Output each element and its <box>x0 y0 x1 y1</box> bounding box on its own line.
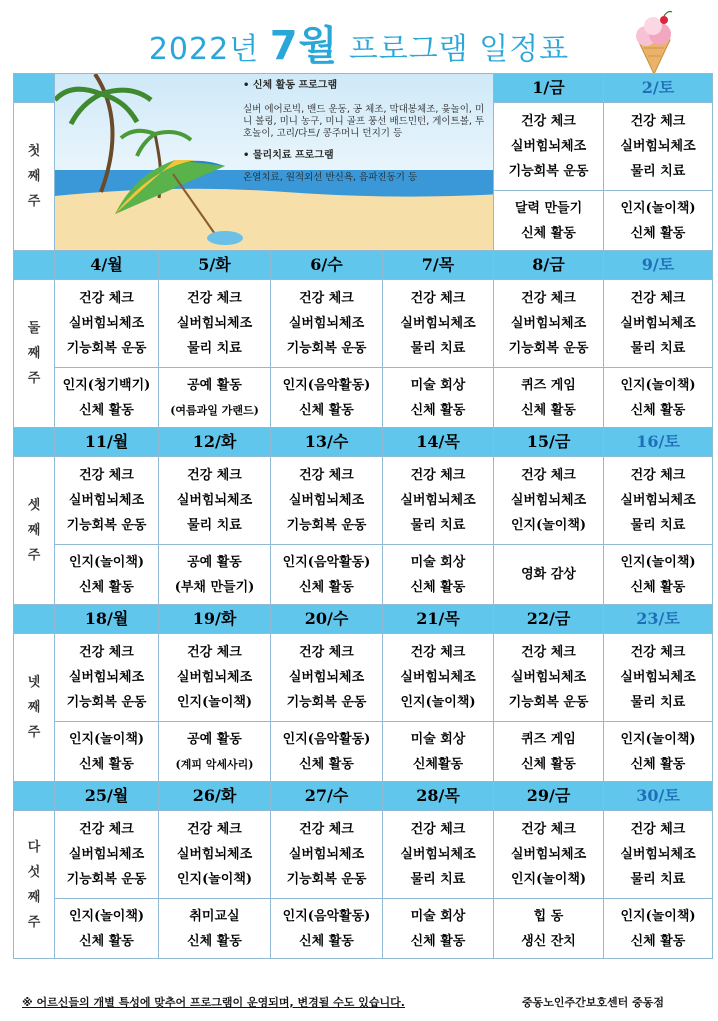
date-header-cell: 26/화 <box>159 782 271 811</box>
date-header-cell: 22/금 <box>494 605 604 634</box>
activity-line: 실버힘뇌체조 <box>288 316 365 331</box>
week-label: 둘째주 <box>27 321 41 386</box>
ice-cream-icon <box>624 10 684 76</box>
activity-cell <box>494 368 604 428</box>
activity-cell <box>383 811 494 899</box>
footer-note: ※ 어르신들의 개별 특성에 맞추어 프로그램이 운영되며, 변경될 수도 있습니다. <box>22 996 405 1009</box>
activity-line: 실버힘뇌체조 <box>620 139 696 154</box>
activity-line: 실버힘뇌체조 <box>510 493 587 508</box>
date-header-cell: 23/토 <box>604 605 713 634</box>
activity-line: 건강 체크 <box>521 822 576 837</box>
week-label: 첫째주 <box>27 144 41 209</box>
activity-row-bottom <box>14 899 713 959</box>
activity-cell <box>159 545 271 605</box>
activity-line: 건강 체크 <box>630 468 686 483</box>
activity-line: 퀴즈 게임 <box>521 731 576 747</box>
activity-line: 기능회복 운동 <box>66 341 147 356</box>
activity-cell <box>383 634 494 722</box>
activity-line: 물리 치료 <box>410 872 466 887</box>
activity-line: 신체 활동 <box>299 756 354 772</box>
date-header-cell: 28/목 <box>383 782 494 811</box>
activity-cell <box>604 811 713 899</box>
banner-heading-physio: • 물리치료 프로그램 <box>243 150 334 161</box>
activity-cell <box>55 280 159 368</box>
activity-line: 기능회복 운동 <box>508 164 589 179</box>
activity-line: 신체 활동 <box>187 933 242 949</box>
activity-line: (계피 악세사리) <box>175 757 254 771</box>
activity-line: 물리 치료 <box>630 164 686 179</box>
activity-line: 기능회복 운동 <box>66 518 147 533</box>
activity-row-top <box>14 457 713 545</box>
activity-line: 실버힘뇌체조 <box>288 847 365 862</box>
banner-heading-physical: • 신체 활동 프로그램 <box>243 80 338 91</box>
schedule-table <box>13 73 713 959</box>
activity-line: 건강 체크 <box>299 468 354 483</box>
activity-line: 인지(음악활동) <box>282 908 371 924</box>
activity-line: 물리 치료 <box>630 518 686 533</box>
activity-line: 신체 활동 <box>299 402 354 418</box>
activity-line: 실버힘뇌체조 <box>620 847 696 862</box>
week-label-cell <box>14 103 55 251</box>
activity-line: 실버힘뇌체조 <box>620 493 696 508</box>
activity-line: (여름과일 가랜드) <box>170 403 259 417</box>
date-header-cell: 5/화 <box>159 251 271 280</box>
week-label: 다섯째주 <box>27 839 41 930</box>
activity-line: 인지(청기백기) <box>62 377 151 393</box>
activity-line: 실버힘뇌체조 <box>176 316 253 331</box>
banner-body-physio: 온열치료, 원적외선 반신욕, 음파진동기 등 <box>243 172 418 183</box>
activity-cell <box>604 103 713 191</box>
activity-cell <box>271 811 383 899</box>
date-header-cell: 27/수 <box>271 782 383 811</box>
activity-line: 실버힘뇌체조 <box>510 847 587 862</box>
activity-line: 인지(놀이책) <box>68 731 145 747</box>
activity-line: 물리 치료 <box>630 341 686 356</box>
activity-line: 건강 체크 <box>630 114 686 129</box>
activity-line: 건강 체크 <box>521 645 576 660</box>
activity-line: 실버힘뇌체조 <box>400 670 476 685</box>
activity-line: 미술 회상 <box>410 554 466 570</box>
activity-line: 인지(음악활동) <box>282 377 371 393</box>
activity-line: 건강 체크 <box>521 291 576 306</box>
banner-body-physical: 실버 에어로빅, 밴드 운동, 공 체조, 막대봉체조, 윷놀이, 미니 볼링, 미니 농구, 미니 골프 풍선 배드민턴, 게이트볼, 투호놀이, 고리/다트/ 콩주머니 던지기 등 <box>243 104 485 139</box>
activity-line: 건강 체크 <box>79 645 134 660</box>
activity-line: 신체 활동 <box>410 933 466 949</box>
activity-cell <box>271 545 383 605</box>
activity-cell <box>55 634 159 722</box>
activity-cell <box>383 545 494 605</box>
activity-cell <box>271 368 383 428</box>
activity-cell <box>271 722 383 782</box>
activity-line: 실버힘뇌체조 <box>68 847 145 862</box>
activity-line: 건강 체크 <box>630 645 686 660</box>
activity-line: 취미교실 <box>189 908 240 924</box>
title-suffix: 프로그램 일정표 <box>338 32 570 67</box>
activity-cell <box>604 368 713 428</box>
activity-line: 인지(놀이책) <box>68 908 145 924</box>
activity-cell <box>494 280 604 368</box>
activity-line: 기능회복 운동 <box>286 695 367 710</box>
activity-cell <box>494 722 604 782</box>
header-blank-cell <box>14 251 55 280</box>
activity-line: 신체 활동 <box>521 756 576 772</box>
date-header-row <box>14 605 713 634</box>
activity-cell <box>494 191 604 251</box>
date-header-row <box>14 74 713 103</box>
activity-line: 건강 체크 <box>79 468 134 483</box>
activity-line: 실버힘뇌체조 <box>510 139 587 154</box>
activity-line: 건강 체크 <box>521 114 576 129</box>
activity-line: 물리 치료 <box>410 518 466 533</box>
activity-cell <box>55 457 159 545</box>
date-header-cell: 1/금 <box>494 74 604 103</box>
activity-row-bottom <box>14 368 713 428</box>
activity-line: 기능회복 운동 <box>66 695 147 710</box>
activity-line: 신체 활동 <box>630 402 686 418</box>
activity-line: 기능회복 운동 <box>286 518 367 533</box>
activity-line: 실버힘뇌체조 <box>288 493 365 508</box>
activity-line: 인지(놀이책) <box>620 377 696 393</box>
header-blank-cell <box>14 74 55 103</box>
week-label: 넷째주 <box>27 675 41 740</box>
activity-line: 달력 만들기 <box>514 200 583 216</box>
date-header-cell: 21/목 <box>383 605 494 634</box>
activity-cell <box>55 722 159 782</box>
activity-row-top <box>14 634 713 722</box>
activity-line: 기능회복 운동 <box>66 872 147 887</box>
page-title <box>0 14 718 71</box>
activity-cell <box>604 545 713 605</box>
activity-line: 신체활동 <box>412 756 464 772</box>
activity-cell <box>159 368 271 428</box>
activity-line: 실버힘뇌체조 <box>68 670 145 685</box>
activity-row-top <box>14 280 713 368</box>
activity-cell <box>271 280 383 368</box>
header-blank-cell <box>14 782 55 811</box>
date-header-cell: 25/월 <box>55 782 159 811</box>
activity-line: 신체 활동 <box>79 579 134 595</box>
activity-line: 실버힘뇌체조 <box>176 670 253 685</box>
activity-line: 신체 활동 <box>630 225 686 241</box>
activity-line: 실버힘뇌체조 <box>288 670 365 685</box>
activity-line: 신체 활동 <box>299 933 354 949</box>
activity-cell <box>159 280 271 368</box>
activity-line: 신체 활동 <box>630 756 686 772</box>
activity-cell <box>604 722 713 782</box>
date-header-cell: 2/토 <box>604 74 713 103</box>
activity-line: 건강 체크 <box>410 645 466 660</box>
activity-cell <box>55 545 159 605</box>
activity-cell <box>604 191 713 251</box>
activity-line: 인지(놀이책) <box>68 554 145 570</box>
activity-line: 미술 회상 <box>410 731 466 747</box>
activity-line: 신체 활동 <box>630 933 686 949</box>
activity-line: 신체 활동 <box>630 579 686 595</box>
activity-cell <box>159 722 271 782</box>
activity-line: 건강 체크 <box>410 291 466 306</box>
activity-row-bottom <box>14 545 713 605</box>
date-header-cell: 30/토 <box>604 782 713 811</box>
activity-line: 건강 체크 <box>521 468 576 483</box>
activity-line: 실버힘뇌체조 <box>400 493 476 508</box>
activity-line: 물리 치료 <box>187 341 242 356</box>
activity-row-bottom <box>14 722 713 782</box>
activity-line: 실버힘뇌체조 <box>400 316 476 331</box>
activity-line: 건강 체크 <box>187 291 242 306</box>
activity-line: (부채 만들기) <box>174 579 255 595</box>
activity-cell <box>271 634 383 722</box>
activity-line: 신체 활동 <box>79 756 134 772</box>
activity-line: 건강 체크 <box>630 822 686 837</box>
date-header-cell: 13/수 <box>271 428 383 457</box>
activity-line: 인지(놀이책) <box>176 872 253 887</box>
activity-line: 기능회복 운동 <box>508 695 589 710</box>
activity-line: 실버힘뇌체조 <box>400 847 476 862</box>
activity-line: 건강 체크 <box>630 291 686 306</box>
title-prefix: 2022년 <box>148 32 270 67</box>
activity-line: 건강 체크 <box>410 822 466 837</box>
activity-cell <box>55 899 159 959</box>
activity-line: 인지(놀이책) <box>620 554 696 570</box>
activity-line: 물리 치료 <box>410 341 466 356</box>
date-header-cell: 29/금 <box>494 782 604 811</box>
activity-line: 실버힘뇌체조 <box>620 316 696 331</box>
activity-line: 인지(놀이책) <box>620 200 696 216</box>
activity-line: 실버힘뇌체조 <box>68 316 145 331</box>
activity-line: 인지(음악활동) <box>282 731 371 747</box>
activity-line: 건강 체크 <box>79 291 134 306</box>
activity-cell <box>383 368 494 428</box>
activity-line: 신체 활동 <box>410 402 466 418</box>
activity-line: 인지(놀이책) <box>620 731 696 747</box>
title-area <box>0 0 718 72</box>
activity-line: 실버힘뇌체조 <box>68 493 145 508</box>
week-label-cell <box>14 457 55 605</box>
activity-line: 신체 활동 <box>79 402 134 418</box>
activity-line: 건강 체크 <box>299 291 354 306</box>
activity-line: 인지(놀이책) <box>510 872 587 887</box>
date-header-cell: 9/토 <box>604 251 713 280</box>
activity-line: 신체 활동 <box>521 225 576 241</box>
date-header-row <box>14 782 713 811</box>
activity-cell <box>55 811 159 899</box>
activity-cell <box>494 103 604 191</box>
date-header-cell: 7/목 <box>383 251 494 280</box>
activity-cell <box>383 899 494 959</box>
activity-line: 건강 체크 <box>187 468 242 483</box>
program-banner <box>55 74 494 251</box>
activity-line: 미술 회상 <box>410 908 466 924</box>
activity-line: 건강 체크 <box>79 822 134 837</box>
date-header-cell: 18/월 <box>55 605 159 634</box>
activity-line: 기능회복 운동 <box>508 341 589 356</box>
activity-line: 건강 체크 <box>299 822 354 837</box>
activity-line: 퀴즈 게임 <box>521 377 576 393</box>
date-header-cell: 20/수 <box>271 605 383 634</box>
activity-line: 미술 회상 <box>410 377 466 393</box>
date-header-cell: 11/월 <box>55 428 159 457</box>
activity-line: 건강 체크 <box>299 645 354 660</box>
activity-line: 실버힘뇌체조 <box>510 316 587 331</box>
activity-cell <box>604 899 713 959</box>
date-header-row <box>14 251 713 280</box>
header-blank-cell <box>14 428 55 457</box>
activity-line: 인지(놀이책) <box>176 695 253 710</box>
activity-line: 힙 동 <box>533 908 564 924</box>
activity-cell <box>159 457 271 545</box>
date-header-cell: 14/목 <box>383 428 494 457</box>
date-header-cell: 15/금 <box>494 428 604 457</box>
week-label-cell <box>14 811 55 959</box>
activity-cell <box>494 899 604 959</box>
activity-cell <box>383 722 494 782</box>
activity-line: 신체 활동 <box>299 579 354 595</box>
activity-cell <box>383 280 494 368</box>
activity-line: 인지(음악활동) <box>282 554 371 570</box>
week-label-cell <box>14 634 55 782</box>
activity-line: 실버힘뇌체조 <box>176 493 253 508</box>
activity-cell <box>383 457 494 545</box>
activity-cell <box>604 634 713 722</box>
activity-cell <box>159 811 271 899</box>
date-header-cell: 12/화 <box>159 428 271 457</box>
activity-line: 공예 활동 <box>187 377 242 393</box>
activity-line: 신체 활동 <box>410 579 466 595</box>
activity-cell <box>494 634 604 722</box>
activity-line: 인지(놀이책) <box>400 695 476 710</box>
footer-center-name: 중동노인주간보호센터 중동점 <box>522 996 664 1009</box>
activity-cell <box>494 545 604 605</box>
activity-cell <box>494 811 604 899</box>
activity-line: 실버힘뇌체조 <box>176 847 253 862</box>
activity-line: 신체 활동 <box>79 933 134 949</box>
activity-cell <box>55 368 159 428</box>
activity-line: 실버힘뇌체조 <box>510 670 587 685</box>
activity-line: 건강 체크 <box>187 645 242 660</box>
activity-line: 물리 치료 <box>630 695 686 710</box>
activity-cell <box>271 899 383 959</box>
activity-row-top <box>14 811 713 899</box>
date-header-cell: 6/수 <box>271 251 383 280</box>
activity-cell <box>604 457 713 545</box>
activity-line: 영화 감상 <box>521 567 576 582</box>
activity-line: 실버힘뇌체조 <box>620 670 696 685</box>
activity-cell <box>159 899 271 959</box>
activity-line: 건강 체크 <box>410 468 466 483</box>
activity-line: 물리 치료 <box>187 518 242 533</box>
activity-line: 인지(놀이책) <box>620 908 696 924</box>
date-header-cell: 4/월 <box>55 251 159 280</box>
activity-line: 신체 활동 <box>521 402 576 418</box>
activity-line: 물리 치료 <box>630 872 686 887</box>
activity-cell <box>159 634 271 722</box>
activity-line: 기능회복 운동 <box>286 341 367 356</box>
date-header-cell: 8/금 <box>494 251 604 280</box>
week-label-cell <box>14 280 55 428</box>
header-blank-cell <box>14 605 55 634</box>
activity-cell <box>604 280 713 368</box>
activity-cell <box>494 457 604 545</box>
date-header-cell: 19/화 <box>159 605 271 634</box>
activity-line: 기능회복 운동 <box>286 872 367 887</box>
activity-line: 인지(놀이책) <box>510 518 587 533</box>
date-header-cell: 16/토 <box>604 428 713 457</box>
week-label: 셋째주 <box>27 498 41 563</box>
date-header-row <box>14 428 713 457</box>
activity-cell <box>271 457 383 545</box>
activity-line: 건강 체크 <box>187 822 242 837</box>
activity-line: 공예 활동 <box>187 554 242 570</box>
activity-line: 공예 활동 <box>187 731 242 747</box>
title-month: 7월 <box>269 23 339 69</box>
activity-line: 생신 잔치 <box>521 933 576 949</box>
